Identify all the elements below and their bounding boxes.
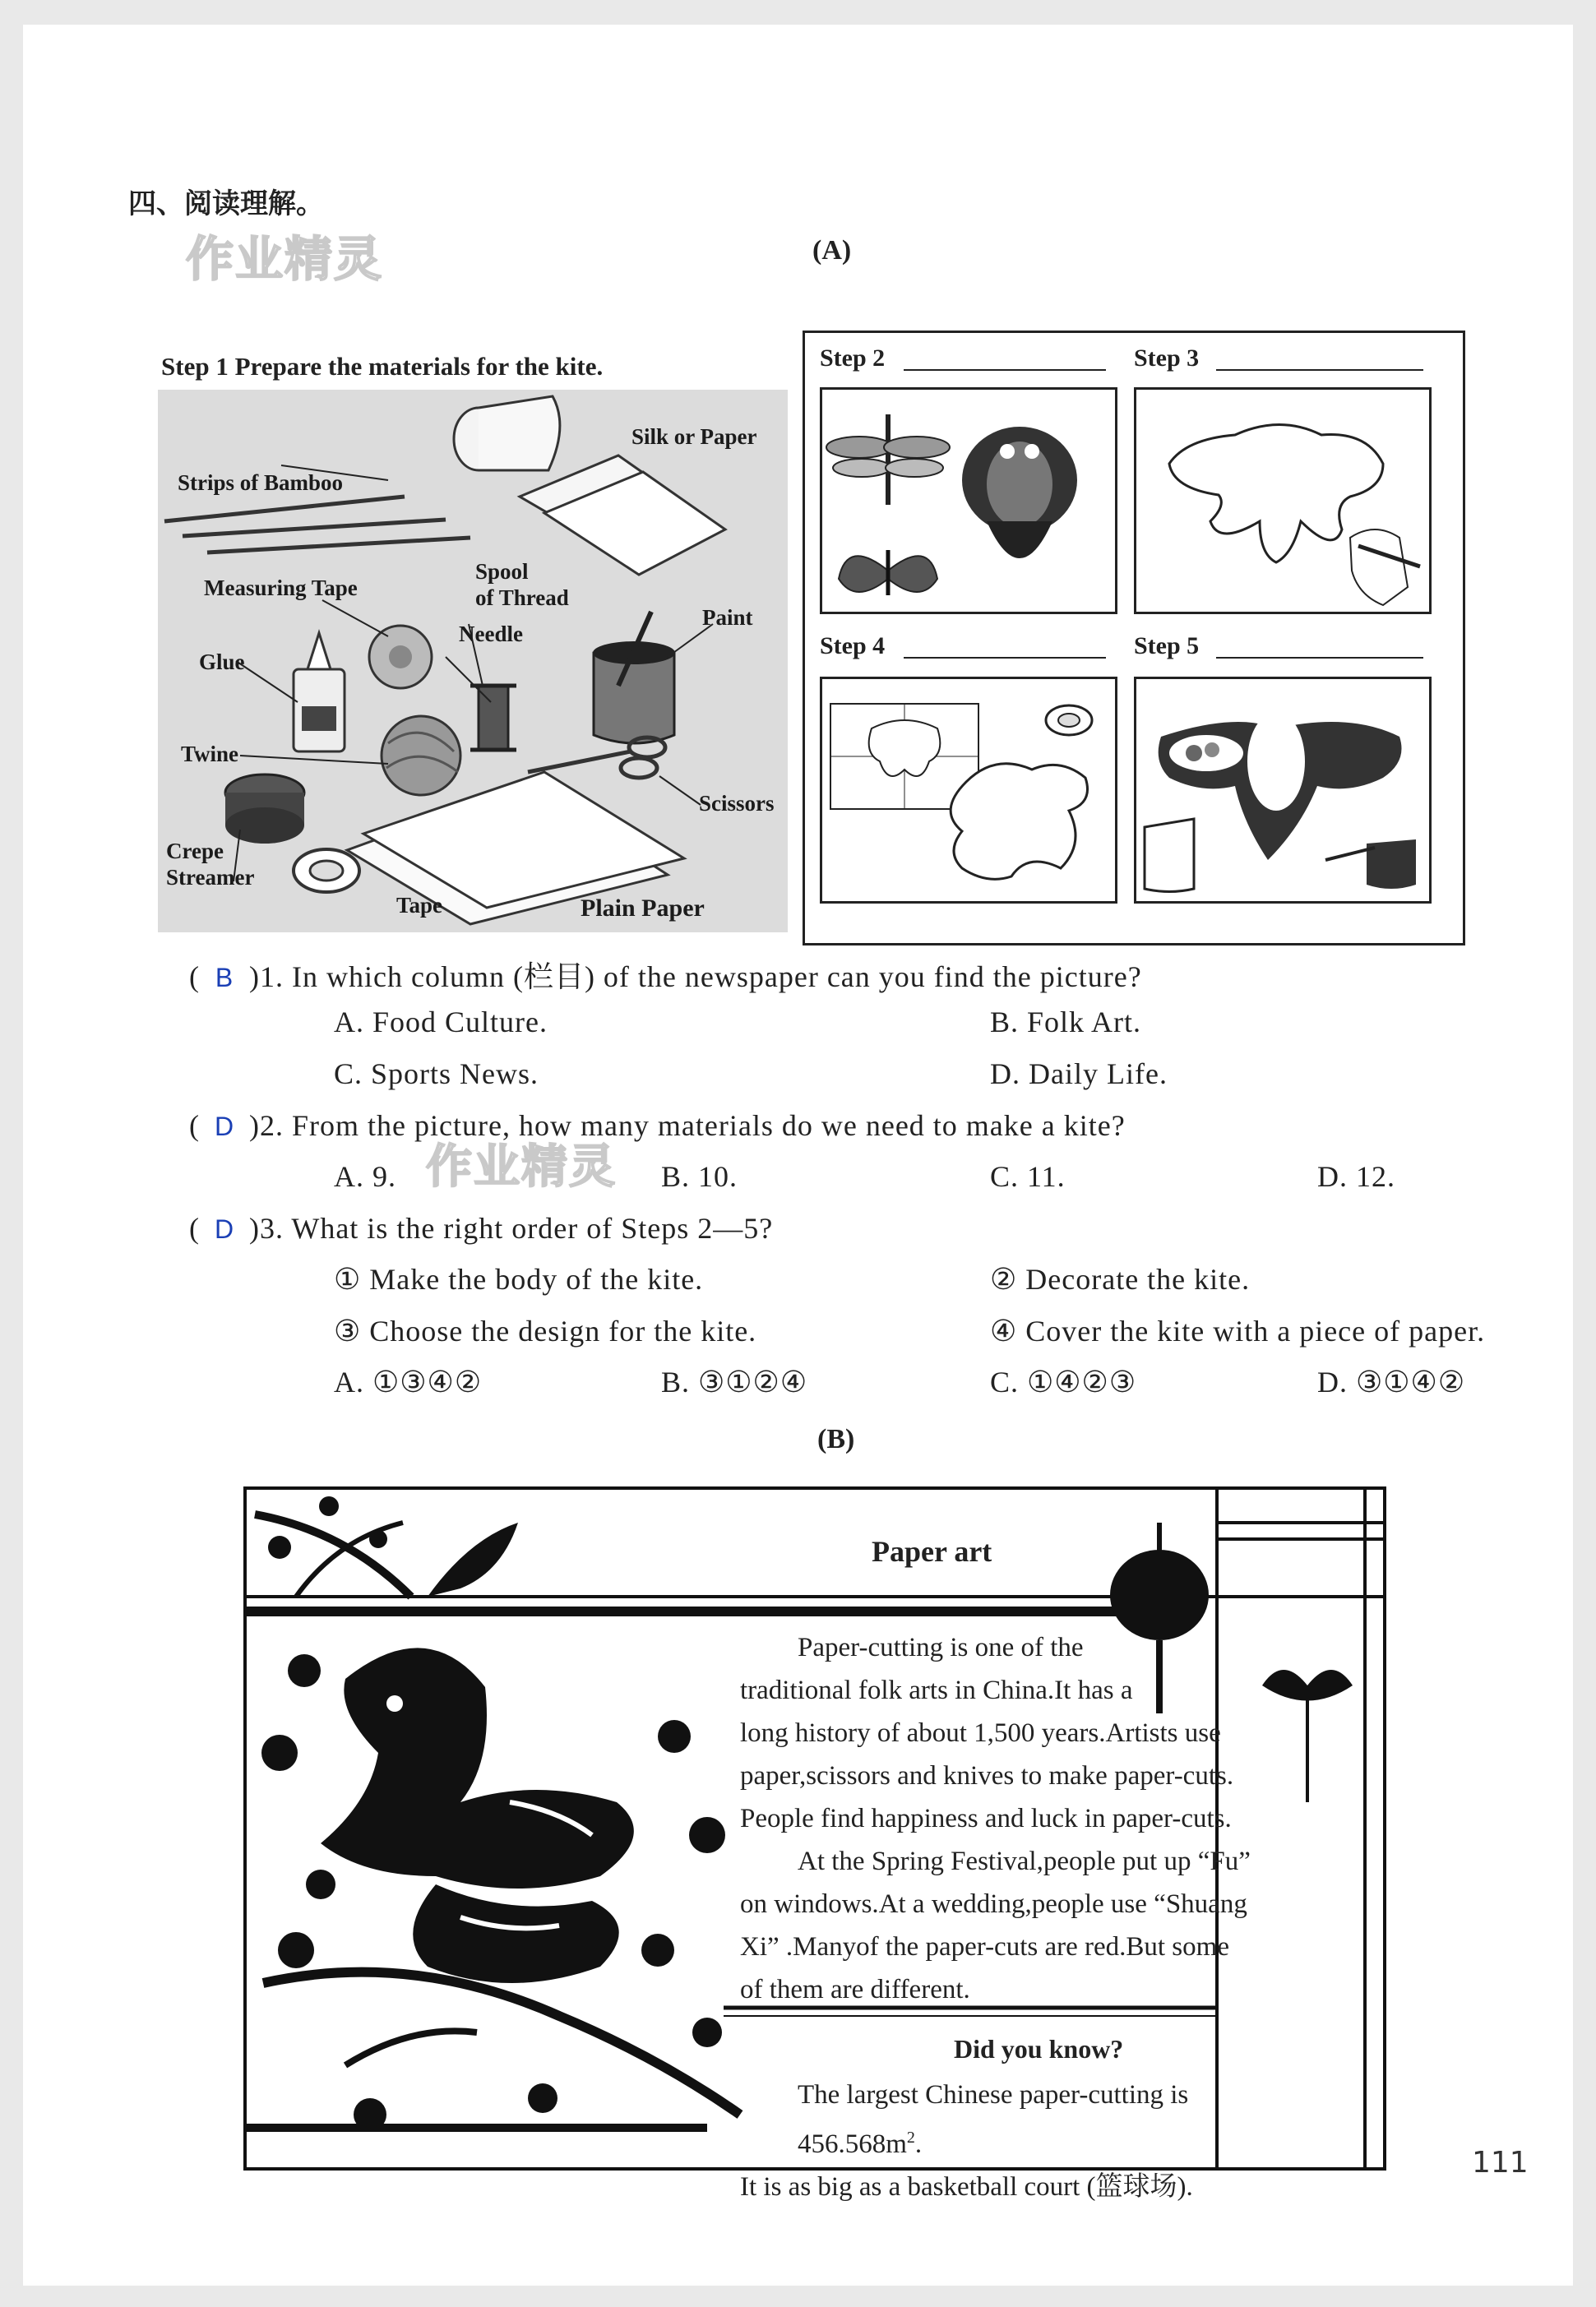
label-scissors: Scissors: [699, 791, 775, 816]
question-1-text: 1. In which column (栏目) of the newspaper can you find the picture?: [260, 960, 1142, 993]
step5-picture: [1134, 677, 1432, 904]
steps-panel: [803, 331, 1465, 945]
q2-option-d: D. 12.: [1317, 1160, 1395, 1193]
question-3: ( D )3. What is the right order of Steps 2—5?: [189, 1212, 774, 1245]
q3-step-2: ② Decorate the kite.: [990, 1263, 1251, 1296]
label-strips-of-bamboo: Strips of Bamboo: [178, 470, 344, 495]
label-measuring-tape: Measuring Tape: [204, 576, 358, 600]
step3-label: Step 3: [1134, 344, 1200, 372]
poster-title: Paper art: [872, 1535, 992, 1568]
step2-label: Step 2: [820, 344, 886, 372]
step2-picture: [820, 387, 1117, 614]
step1-title: Step 1 Prepare the materials for the kite.: [161, 352, 604, 381]
label-twine: Twine: [181, 742, 239, 766]
p1-line-3: long history of about 1,500 years.Artists use: [740, 1718, 1221, 1748]
step3-picture: [1134, 387, 1432, 614]
label-silk-or-paper: Silk or Paper: [631, 424, 757, 449]
answer-3: D: [214, 1214, 235, 1244]
question-1: ( B )1. In which column (栏目) of the newspaper can you find the picture?: [189, 960, 1142, 993]
step4-blank: [904, 657, 1106, 659]
p1-line-5: People find happiness and luck in paper-cuts.: [740, 1804, 1232, 1833]
step3-blank: [1216, 369, 1423, 371]
p1-line-2: traditional folk arts in China.It has a: [740, 1676, 1133, 1705]
label-spool: Spool: [475, 559, 529, 584]
part-a-label: (A): [812, 235, 852, 266]
dyk-line-2: It is as big as a basketball court (篮球场).: [740, 2172, 1193, 2202]
p1-line-4: paper,scissors and knives to make paper-cuts.: [740, 1761, 1234, 1791]
p1-line-1: Paper-cutting is one of the: [798, 1633, 1084, 1662]
answer-1: B: [215, 963, 234, 992]
label-streamer: Streamer: [166, 865, 255, 890]
watermark-2: 作业精灵: [426, 1140, 617, 1194]
part-b-label: (B): [817, 1424, 855, 1454]
p2-line-2: on windows.At a wedding,people use “Shuang: [740, 1889, 1247, 1919]
p2-line-3: Xi” .Manyof the paper-cuts are red.But some: [740, 1932, 1229, 1962]
materials-picture: [158, 390, 788, 932]
step5-blank: [1216, 657, 1423, 659]
paper-art-poster: [243, 1486, 1386, 2202]
label-paint: Paint: [702, 605, 753, 630]
question-2-text: 2. From the picture, how many materials do we need to make a kite?: [260, 1109, 1126, 1142]
q2-option-a: A. 9.: [334, 1160, 396, 1193]
question-3-text: 3. What is the right order of Steps 2—5?: [260, 1212, 774, 1245]
q3-option-a: A. ①③④②: [334, 1366, 483, 1399]
label-plain-paper: Plain Paper: [581, 895, 705, 922]
q1-option-d: D. Daily Life.: [990, 1057, 1168, 1090]
p2-line-1: At the Spring Festival,people put up “Fu”: [798, 1847, 1251, 1876]
q1-option-c: C. Sports News.: [334, 1057, 539, 1090]
poster-paragraph-1: [740, 1626, 1283, 2011]
dyk-line-1-text: The largest Chinese paper-cutting is 456.568m: [798, 2080, 1189, 2159]
p2-line-4: of them are different.: [740, 1975, 970, 2004]
q1-option-a: A. Food Culture.: [334, 1006, 548, 1038]
step5-label: Step 5: [1134, 632, 1200, 659]
section-title: 四、阅读理解。: [128, 187, 324, 220]
label-needle: Needle: [459, 622, 523, 646]
step4-picture: [820, 677, 1117, 904]
q3-step-4: ④ Cover the kite with a piece of paper.: [990, 1315, 1486, 1348]
label-glue: Glue: [199, 650, 245, 674]
label-of-thread: of Thread: [475, 585, 569, 610]
q2-option-b: B. 10.: [661, 1160, 738, 1193]
step2-blank: [904, 369, 1106, 371]
label-tape: Tape: [396, 893, 443, 918]
q3-step-3: ③ Choose the design for the kite.: [334, 1315, 757, 1348]
workbook-page: [23, 25, 1573, 2286]
answer-2: D: [214, 1112, 235, 1141]
did-you-know-text: [740, 2074, 1316, 2208]
q2-option-c: C. 11.: [990, 1160, 1066, 1193]
did-you-know-title: Did you know?: [954, 2034, 1124, 2064]
step4-label: Step 4: [820, 632, 886, 659]
q3-option-c: C. ①④②③: [990, 1366, 1137, 1399]
dyk-sup: 2: [906, 2129, 915, 2147]
watermark: 作业精灵: [186, 231, 384, 287]
question-2: ( D )2. From the picture, how many materials do we need to make a kite?: [189, 1109, 1126, 1142]
label-crepe: Crepe: [166, 839, 224, 863]
dyk-line-1: [740, 2074, 1316, 2166]
dyk-line-1-end: .: [914, 2129, 923, 2159]
q3-option-b: B. ③①②④: [661, 1366, 808, 1399]
q3-option-d: D. ③①④②: [1317, 1366, 1466, 1399]
page-number: 111: [1472, 2146, 1529, 2180]
q1-option-b: B. Folk Art.: [990, 1006, 1142, 1038]
q3-step-1: ① Make the body of the kite.: [334, 1263, 704, 1296]
